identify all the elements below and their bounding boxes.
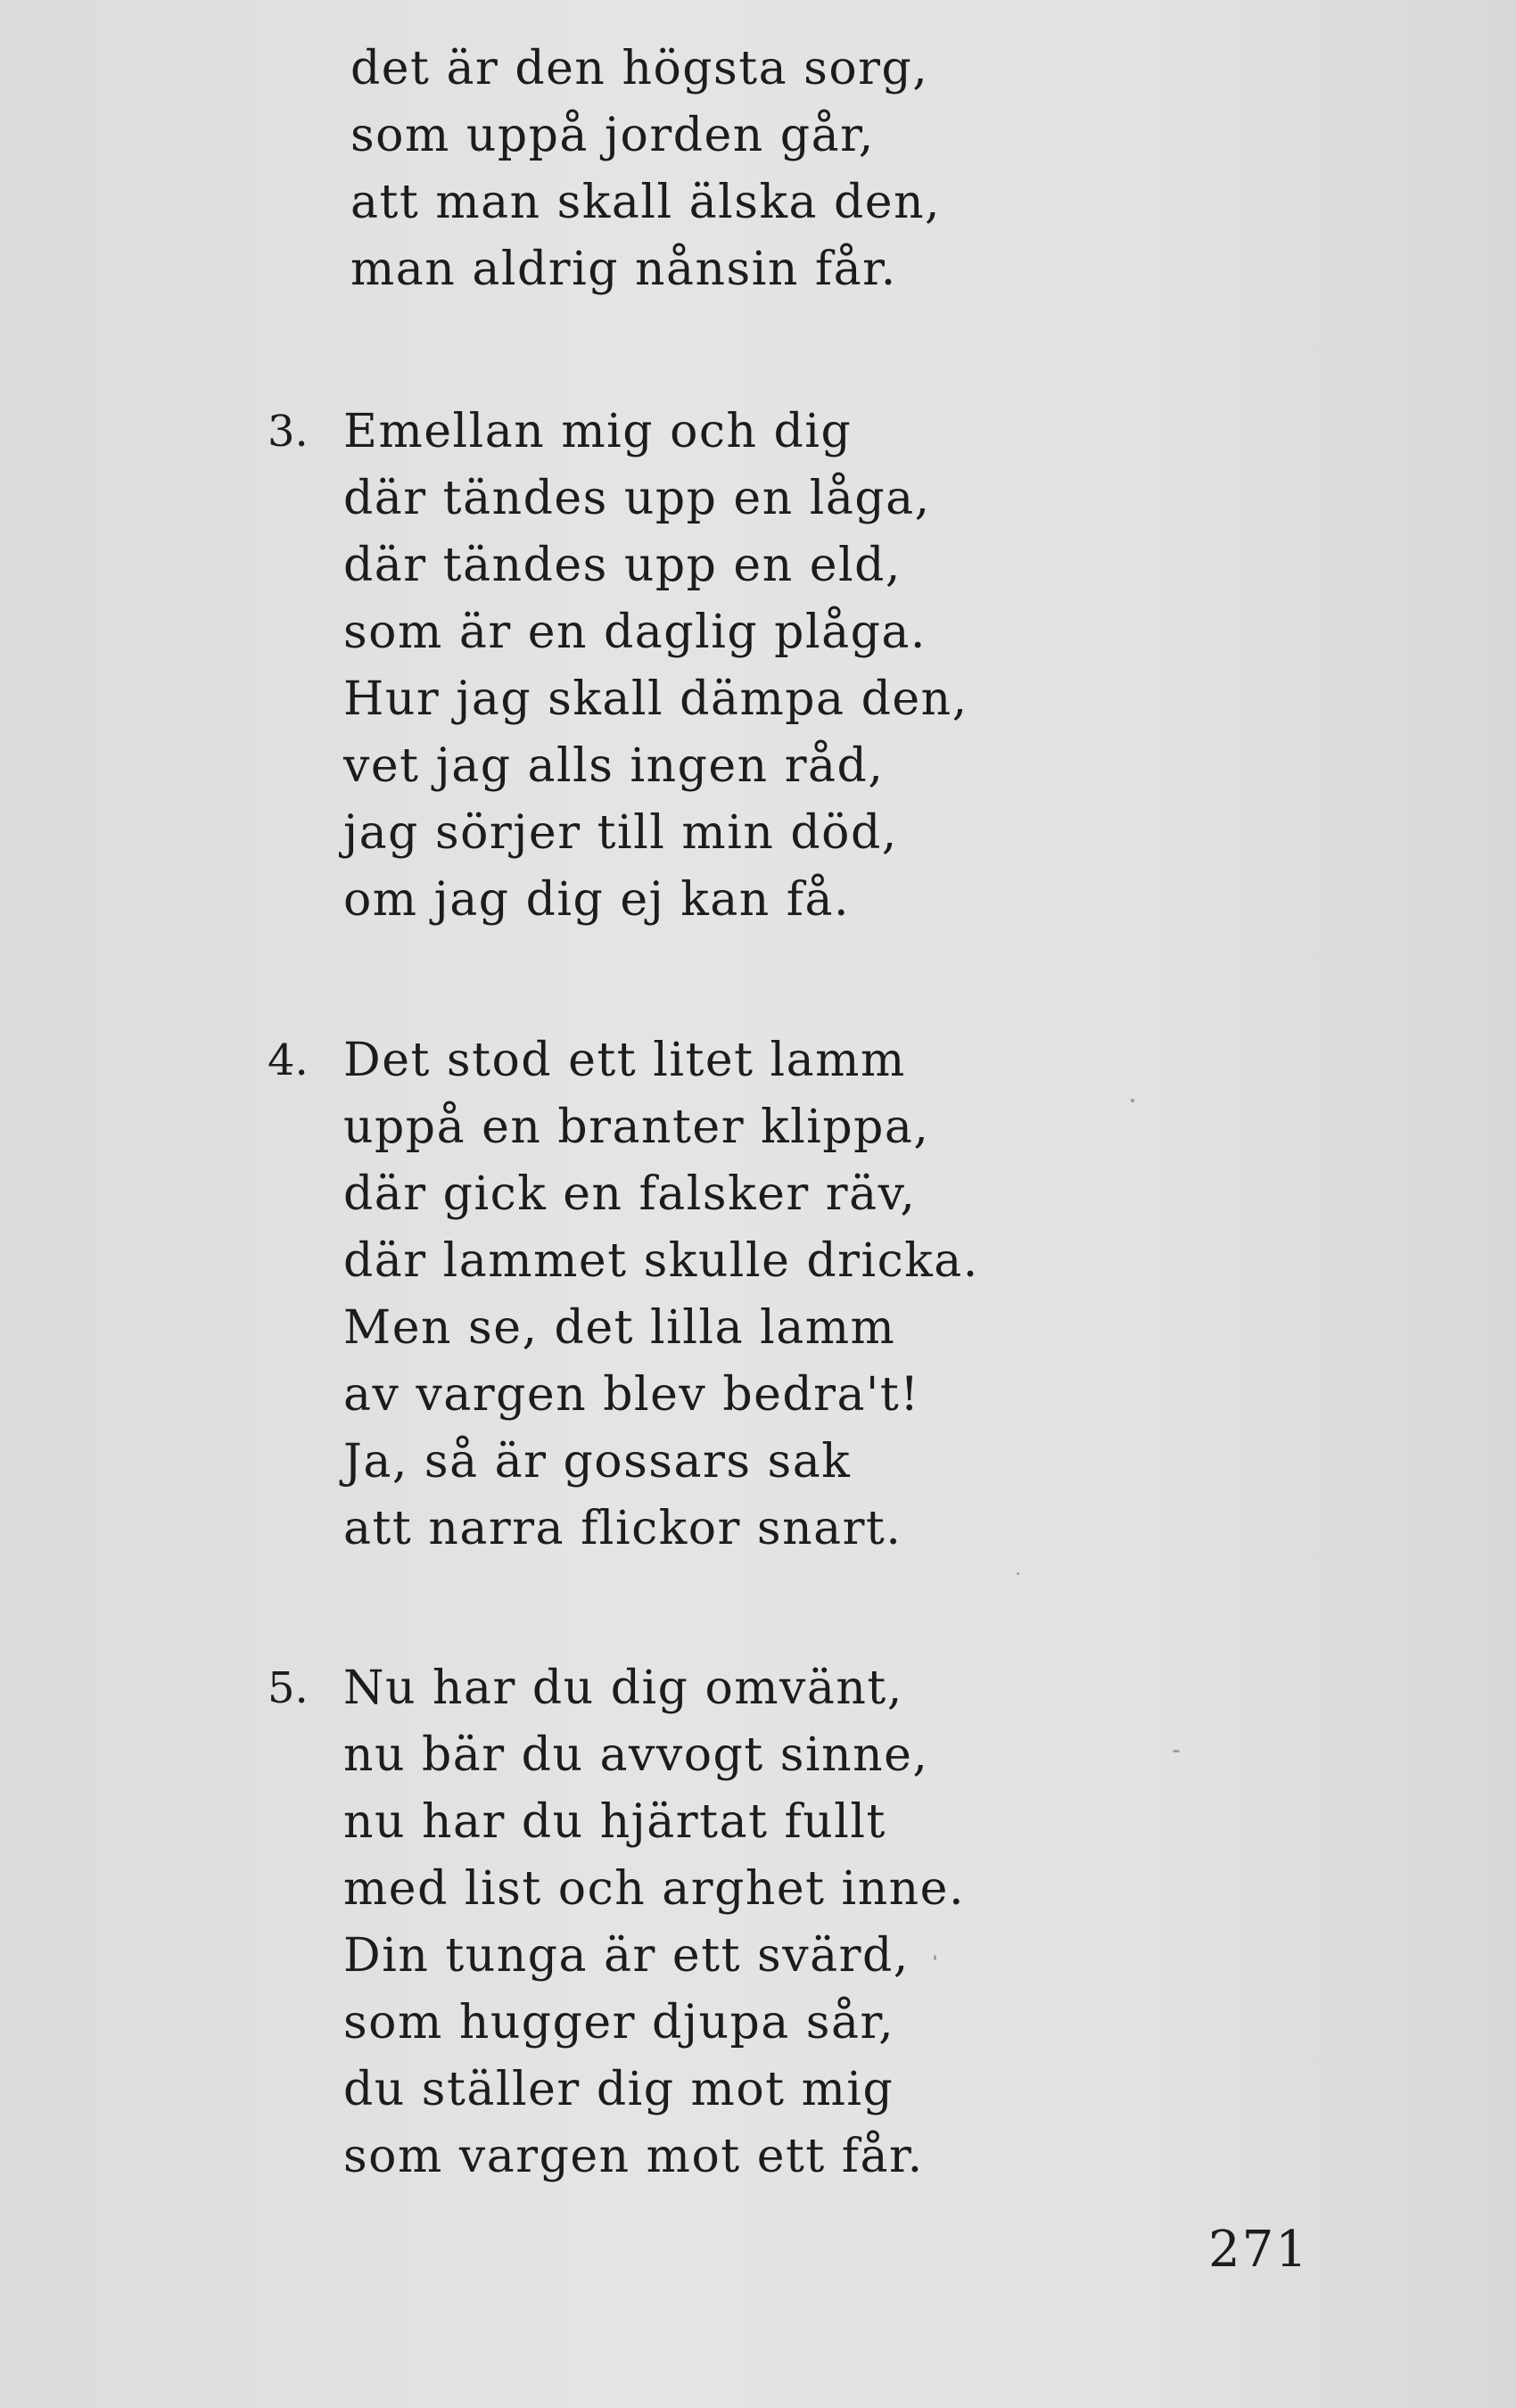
stanza-number: 5. (268, 1663, 309, 1713)
poem-line: där tändes upp en låga, (343, 472, 931, 525)
poem-line: Det stod ett litet lamm (343, 1034, 906, 1087)
poem-line: av vargen blev bedra't! (343, 1368, 920, 1422)
poem-line: om jag dig ej kan få. (343, 873, 851, 927)
stanza-3 (268, 399, 968, 934)
stanza-continuation (350, 36, 941, 303)
poem-line: som hugger djupa sår, (343, 1996, 895, 2049)
poem-line: du ställer dig mot mig (343, 2063, 894, 2116)
poem-line: Emellan mig och dig (343, 405, 853, 458)
poem-line: att man skall älska den, (350, 176, 942, 229)
stanza-4 (268, 1027, 979, 1563)
poem-line: som vargen mot ett får. (343, 2130, 924, 2183)
paper-speck (1017, 1572, 1019, 1575)
poem-line: Men se, det lilla lamm (343, 1301, 896, 1355)
poem-line: som uppå jorden går, (350, 109, 875, 162)
page-number: 271 (1208, 2221, 1309, 2279)
stanza-number: 4. (268, 1035, 309, 1085)
poem-line: som är en daglig plåga. (343, 606, 927, 659)
poem-line: jag sörjer till min död, (343, 806, 898, 860)
poem-line: nu bär du avvogt sinne, (343, 1728, 929, 1782)
stanza-number: 3. (268, 407, 309, 457)
poem-line: där gick en falsker räv, (343, 1167, 917, 1221)
poem-line: där lammet skulle dricka. (343, 1234, 979, 1288)
paper-speck (934, 1955, 936, 1960)
poem-line: att narra flickor snart. (343, 1502, 902, 1555)
poem-line: Hur jag skall dämpa den, (343, 672, 968, 726)
poem-line: Din tunga är ett svärd, (343, 1929, 910, 1983)
stanza-5 (268, 1655, 965, 2190)
poem-line: man aldrig nånsin får. (350, 243, 897, 296)
poem-line: Nu har du dig omvänt, (343, 1662, 903, 1715)
poem-line: nu har du hjärtat fullt (343, 1795, 886, 1849)
paper-speck (1131, 1099, 1134, 1102)
paper-speck (1173, 1750, 1180, 1752)
poem-line: uppå en branter klippa, (343, 1101, 930, 1154)
poem-line: Ja, så är gossars sak (343, 1435, 852, 1489)
poem-line: vet jag alls ingen råd, (343, 739, 885, 793)
poem-line: med list och arghet inne. (343, 1862, 965, 1916)
poem-line: där tändes upp en eld, (343, 539, 902, 592)
poem-line: det är den högsta sorg, (350, 42, 929, 95)
